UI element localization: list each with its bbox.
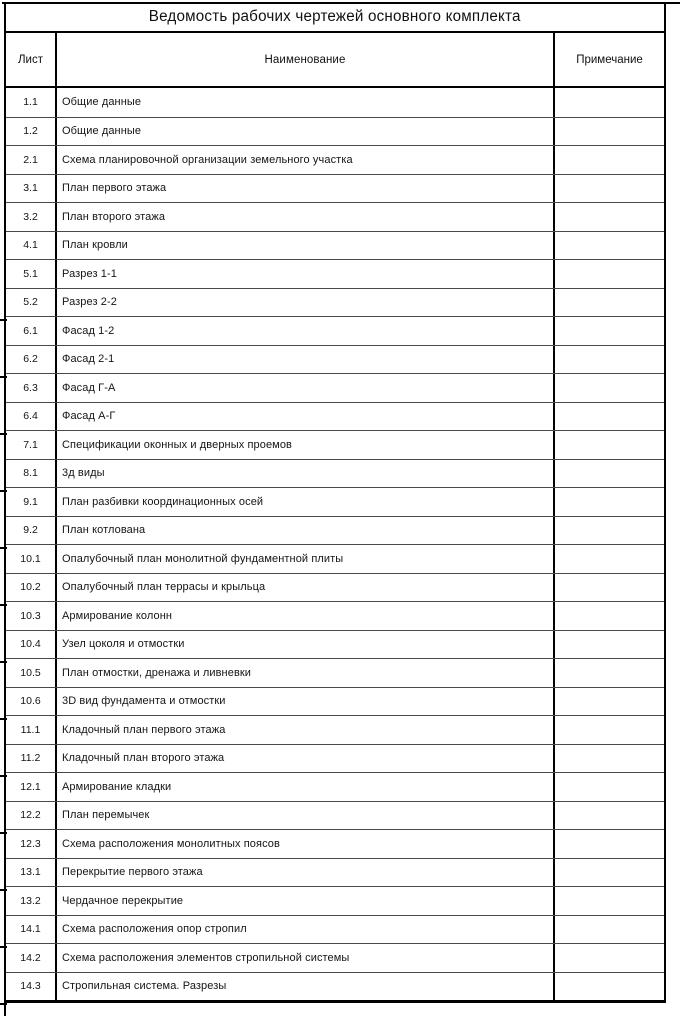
table-row (6, 288, 664, 317)
drawing-name-cell: План котлована (57, 517, 555, 545)
table-row (6, 430, 664, 459)
note-cell (555, 659, 664, 687)
drawing-name-cell: Опалубочный план террасы и крыльца (57, 574, 555, 602)
drawing-name-cell: Общие данные (57, 88, 555, 117)
drawing-name-cell: Разрез 2-2 (57, 289, 555, 317)
table-row (6, 459, 664, 488)
sheet-number-cell: 1.2 (6, 118, 57, 146)
sheet-number-cell: 6.1 (6, 317, 57, 345)
sheet-number-cell: 12.3 (6, 830, 57, 858)
drawing-name-cell: План перемычек (57, 802, 555, 830)
drawing-name-cell: План отмостки, дренажа и ливневки (57, 659, 555, 687)
table-row (6, 772, 664, 801)
sheet-number-cell: 10.1 (6, 545, 57, 573)
note-cell (555, 574, 664, 602)
sheet-number-cell: 11.2 (6, 745, 57, 773)
drawing-name-cell: Армирование колонн (57, 602, 555, 630)
drawing-name-cell: Фасад 2-1 (57, 346, 555, 374)
sheet-number-cell: 14.3 (6, 973, 57, 1001)
table-row (6, 145, 664, 174)
table-row (6, 316, 664, 345)
drawing-name-cell: Схема расположения элементов стропильной системы (57, 944, 555, 972)
note-cell (555, 802, 664, 830)
drawing-name-cell: Разрез 1-1 (57, 260, 555, 288)
sheet-number-cell: 14.1 (6, 916, 57, 944)
table-row (6, 117, 664, 146)
note-cell (555, 403, 664, 431)
drawing-name-cell: 3D вид фундамента и отмостки (57, 688, 555, 716)
sheet-number-cell: 6.2 (6, 346, 57, 374)
sheet-number-cell: 3.2 (6, 203, 57, 231)
drawing-name-cell: Армирование кладки (57, 773, 555, 801)
drawing-name-cell: Спецификации оконных и дверных проемов (57, 431, 555, 459)
drawing-name-cell: Схема расположения монолитных поясов (57, 830, 555, 858)
drawing-name-cell: Кладочный план первого этажа (57, 716, 555, 744)
sheet-number-cell: 7.1 (6, 431, 57, 459)
note-cell (555, 374, 664, 402)
drawing-name-cell: Чердачное перекрытие (57, 887, 555, 915)
table-row (6, 402, 664, 431)
table-row (6, 915, 664, 944)
drawing-name-cell: План первого этажа (57, 175, 555, 203)
table-row (6, 801, 664, 830)
sheet-number-cell: 8.1 (6, 460, 57, 488)
sheet-number-cell: 3.1 (6, 175, 57, 203)
sheet-number-cell: 12.2 (6, 802, 57, 830)
note-cell (555, 232, 664, 260)
note-cell (555, 688, 664, 716)
drawing-name-cell: Узел цоколя и отмостки (57, 631, 555, 659)
sheet-number-cell: 13.2 (6, 887, 57, 915)
table-row (6, 573, 664, 602)
table-title-box (4, 2, 666, 33)
note-cell (555, 745, 664, 773)
sheet-number-cell: 10.5 (6, 659, 57, 687)
table-row (6, 687, 664, 716)
sheet-number-cell: 10.3 (6, 602, 57, 630)
note-cell (555, 602, 664, 630)
column-header-sheet: Лист (6, 33, 57, 86)
table-row (6, 487, 664, 516)
table-row (6, 373, 664, 402)
drawing-name-cell: Фасад 1-2 (57, 317, 555, 345)
drawing-name-cell: Схема расположения опор стропил (57, 916, 555, 944)
note-cell (555, 944, 664, 972)
sheet-number-cell: 2.1 (6, 146, 57, 174)
sheet-number-cell: 5.1 (6, 260, 57, 288)
drawing-name-cell: Общие данные (57, 118, 555, 146)
note-cell (555, 887, 664, 915)
table-row (6, 943, 664, 972)
note-cell (555, 973, 664, 1001)
sheet-number-cell: 1.1 (6, 88, 57, 117)
drawing-name-cell: Опалубочный план монолитной фундаментной плиты (57, 545, 555, 573)
drawings-register-table (4, 33, 666, 1003)
table-row (6, 231, 664, 260)
table-body (6, 88, 664, 1000)
sheet-number-cell: 9.2 (6, 517, 57, 545)
drawing-name-cell: Кладочный план второго этажа (57, 745, 555, 773)
table-row (6, 630, 664, 659)
frame-tick-marks (0, 319, 7, 1005)
drawing-name-cell: 3д виды (57, 460, 555, 488)
note-cell (555, 859, 664, 887)
table-row (6, 516, 664, 545)
table-row (6, 259, 664, 288)
sheet-number-cell: 13.1 (6, 859, 57, 887)
sheet-number-cell: 6.4 (6, 403, 57, 431)
sheet-number-cell: 5.2 (6, 289, 57, 317)
note-cell (555, 260, 664, 288)
table-row (6, 744, 664, 773)
table-row (6, 174, 664, 203)
drawing-name-cell: План разбивки координационных осей (57, 488, 555, 516)
sheet-number-cell: 11.1 (6, 716, 57, 744)
drawing-name-cell: Фасад Г-А (57, 374, 555, 402)
drawing-name-cell: Фасад А-Г (57, 403, 555, 431)
note-cell (555, 431, 664, 459)
sheet-number-cell: 10.2 (6, 574, 57, 602)
frame-bottom-stub (4, 1003, 6, 1016)
table-row (6, 972, 664, 1001)
page-title: Ведомость рабочих чертежей основного комплекта (149, 7, 521, 25)
sheet-number-cell: 10.6 (6, 688, 57, 716)
drawing-name-cell: План кровли (57, 232, 555, 260)
note-cell (555, 146, 664, 174)
table-row (6, 858, 664, 887)
sheet-number-cell: 12.1 (6, 773, 57, 801)
note-cell (555, 916, 664, 944)
table-row (6, 829, 664, 858)
table-row (6, 345, 664, 374)
table-row (6, 544, 664, 573)
note-cell (555, 773, 664, 801)
note-cell (555, 716, 664, 744)
note-cell (555, 317, 664, 345)
column-header-note: Примечание (576, 53, 643, 66)
drawing-name-cell: План второго этажа (57, 203, 555, 231)
note-cell (555, 203, 664, 231)
note-cell (555, 631, 664, 659)
table-row (6, 886, 664, 915)
table-header-row (6, 33, 664, 88)
table-row (6, 202, 664, 231)
note-cell (555, 289, 664, 317)
note-cell (555, 545, 664, 573)
table-row (6, 658, 664, 687)
table-row (6, 715, 664, 744)
sheet-number-cell: 14.2 (6, 944, 57, 972)
column-header-name: Наименование (57, 33, 555, 86)
drawing-name-cell: Стропильная система. Разрезы (57, 973, 555, 1001)
drawing-name-cell: Схема планировочной организации земельного участка (57, 146, 555, 174)
note-cell (555, 175, 664, 203)
note-cell (555, 346, 664, 374)
note-cell (555, 118, 664, 146)
sheet-number-cell: 4.1 (6, 232, 57, 260)
note-cell (555, 830, 664, 858)
table-row (6, 601, 664, 630)
sheet-number-cell: 10.4 (6, 631, 57, 659)
drawing-name-cell: Перекрытие первого этажа (57, 859, 555, 887)
note-cell (555, 88, 664, 117)
note-cell (555, 488, 664, 516)
sheet-number-cell: 9.1 (6, 488, 57, 516)
table-row (6, 88, 664, 117)
note-cell (555, 517, 664, 545)
sheet-number-cell: 6.3 (6, 374, 57, 402)
note-cell (555, 460, 664, 488)
